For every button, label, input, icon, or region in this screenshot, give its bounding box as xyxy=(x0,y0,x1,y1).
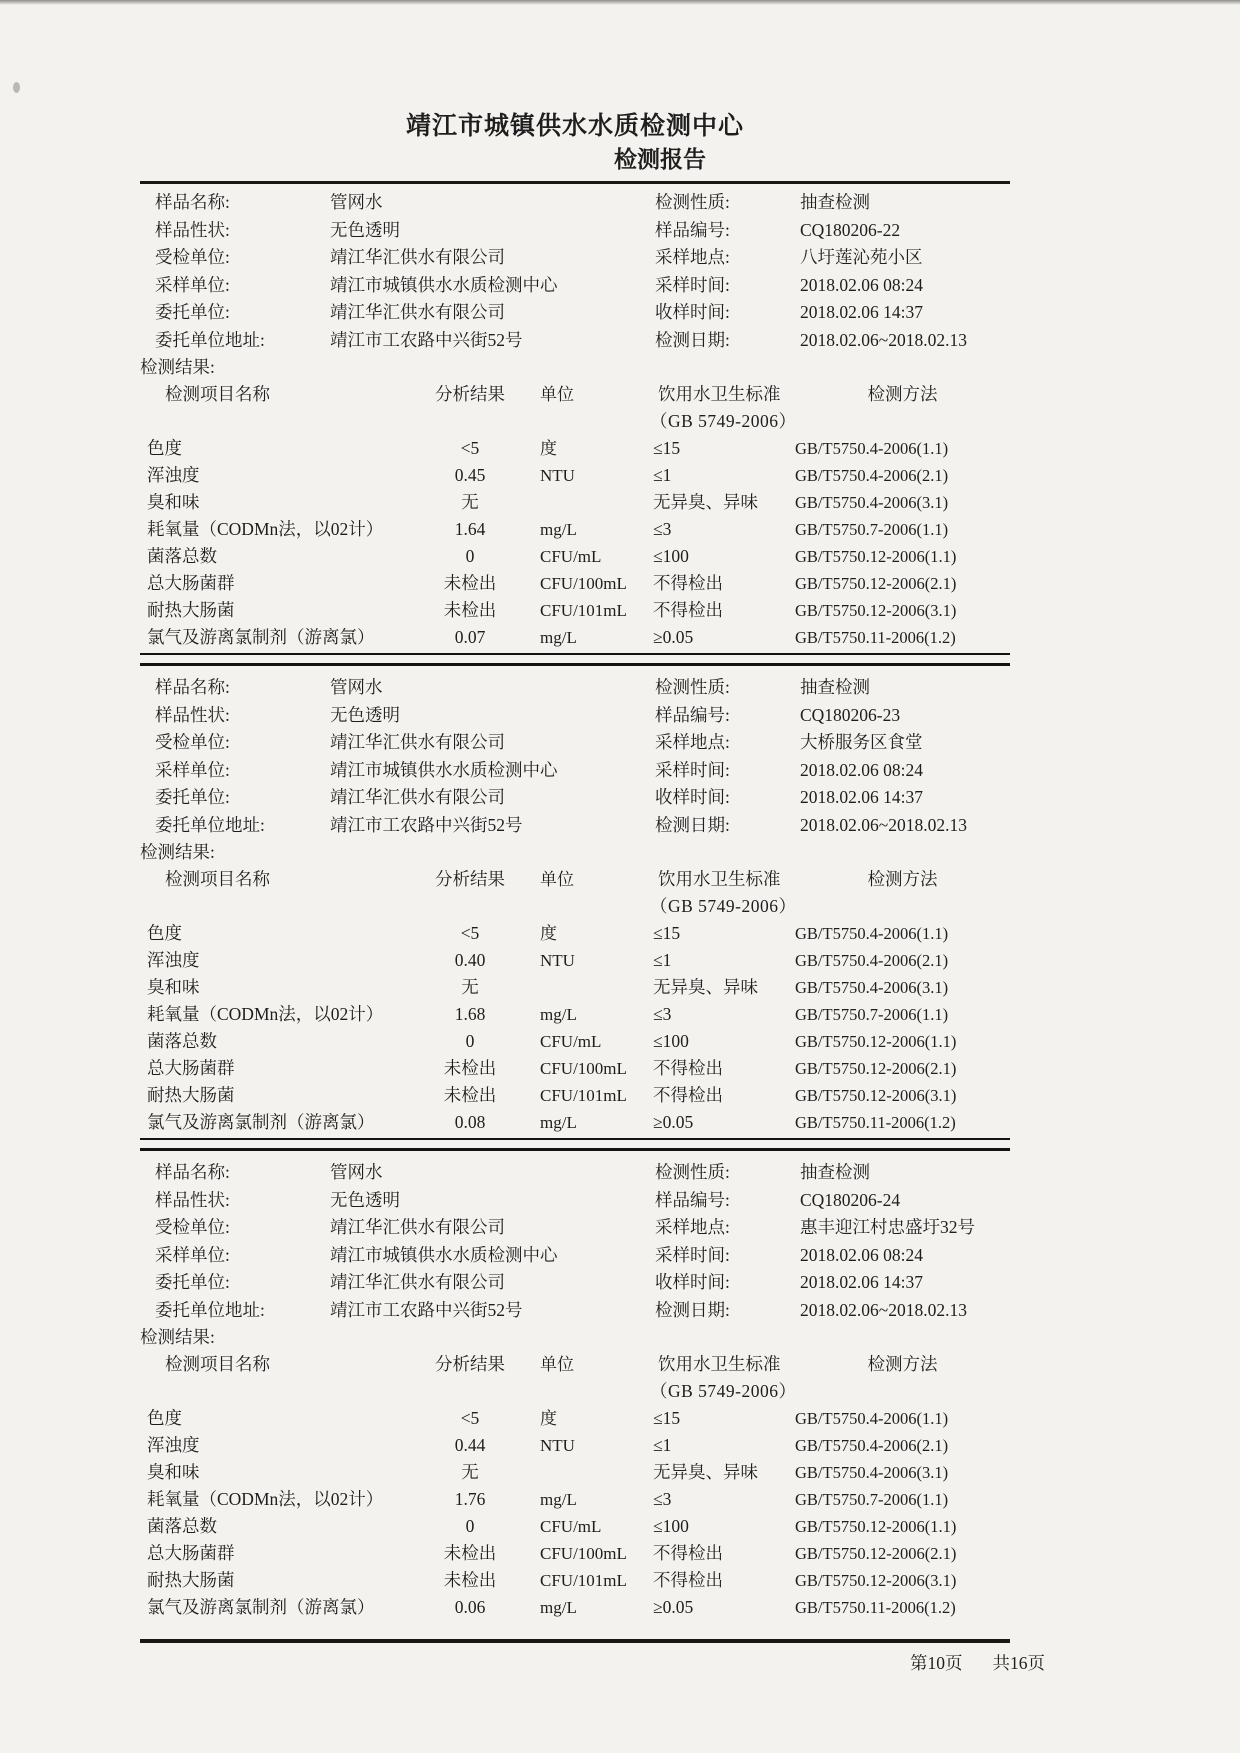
cell-method: GB/T5750.12-2006(3.1) xyxy=(795,1086,957,1105)
cell-unit: CFU/mL xyxy=(540,547,602,566)
center-name-title: 靖江市城镇供水水质检测中心 xyxy=(405,113,744,140)
test-nature-label: 检测性质: xyxy=(655,192,730,212)
table-row xyxy=(140,920,1010,947)
sample-no-value: CQ180206-23 xyxy=(800,704,901,725)
test-nature-label: 检测性质: xyxy=(655,677,730,697)
cell-method: GB/T5750.12-2006(1.1) xyxy=(795,1517,957,1536)
col-result-header: 分析结果 xyxy=(435,1354,505,1374)
sampling-unit-value: 靖江市城镇供水水质检测中心 xyxy=(330,274,558,295)
info-row xyxy=(140,217,1010,245)
cell-standard: ≥0.05 xyxy=(653,627,694,647)
cell-result: 0.45 xyxy=(454,465,486,485)
table-row xyxy=(140,435,1010,462)
sampling-time-label: 采样时间: xyxy=(655,759,730,780)
cell-method: GB/T5750.4-2006(3.1) xyxy=(795,978,949,997)
scan-artifact-top-edge xyxy=(0,0,1240,5)
client-address-value: 靖江市工农路中兴街52号 xyxy=(330,329,523,350)
cell-standard: ≤1 xyxy=(653,465,672,485)
cell-item: 氯气及游离氯制剂（游离氯） xyxy=(147,1597,375,1617)
cell-result: 0.40 xyxy=(454,950,486,970)
receive-time-value: 2018.02.06 14:37 xyxy=(800,787,923,807)
col-result-header: 分析结果 xyxy=(435,869,505,889)
spacer xyxy=(515,893,645,920)
spacer xyxy=(515,408,645,435)
cell-result: 未检出 xyxy=(443,1543,497,1563)
inspected-unit-value: 靖江华汇供水有限公司 xyxy=(330,1217,505,1237)
sample-info xyxy=(140,1159,1010,1324)
cell-result: 1.76 xyxy=(454,1489,486,1509)
cell-unit: mg/L xyxy=(540,1490,577,1509)
sample-info xyxy=(140,674,1010,839)
report-content xyxy=(140,0,1045,1676)
sample-name-label: 样品名称: xyxy=(155,677,230,697)
col-standard-header: 饮用水卫生标准 xyxy=(658,869,781,889)
info-row xyxy=(140,757,1010,785)
cell-standard: ≤100 xyxy=(653,1516,689,1536)
sampling-site-label: 采样地点: xyxy=(655,732,730,752)
cell-item: 耐热大肠菌 xyxy=(147,600,235,620)
sample-name-label: 样品名称: xyxy=(155,1162,230,1182)
receive-time-value: 2018.02.06 14:37 xyxy=(800,1272,923,1292)
cell-standard: ≤100 xyxy=(653,546,689,566)
inspected-unit-label: 受检单位: xyxy=(155,247,230,267)
info-row xyxy=(140,299,1010,327)
table-row xyxy=(140,516,1010,543)
page-footer xyxy=(140,1650,1045,1676)
cell-item: 耗氧量（CODMn法，以02计） xyxy=(147,1004,384,1024)
divider-gap xyxy=(140,1140,1010,1148)
sample-character-label: 样品性状: xyxy=(155,704,230,725)
receive-time-label: 收样时间: xyxy=(655,302,730,322)
divider-gap xyxy=(140,655,1010,663)
col-method-header: 检测方法 xyxy=(867,869,938,889)
title-rule xyxy=(140,181,1010,184)
cell-unit: mg/L xyxy=(540,1598,577,1617)
cell-unit: mg/L xyxy=(540,628,577,647)
cell-item: 浑浊度 xyxy=(147,1435,200,1455)
test-nature-value: 抽查检测 xyxy=(800,192,870,212)
receive-time-label: 收样时间: xyxy=(655,1272,730,1292)
inspected-unit-label: 受检单位: xyxy=(155,1217,230,1237)
sampling-unit-label: 采样单位: xyxy=(155,759,230,780)
cell-unit: 度 xyxy=(540,924,557,943)
sampling-time-value: 2018.02.06 08:24 xyxy=(800,1244,923,1265)
table-row xyxy=(140,1001,1010,1028)
cell-standard: 不得检出 xyxy=(653,573,723,593)
cell-item: 总大肠菌群 xyxy=(147,1543,235,1563)
cell-item: 臭和味 xyxy=(147,492,200,512)
cell-result: 1.64 xyxy=(454,519,486,539)
cell-method: GB/T5750.11-2006(1.2) xyxy=(795,1113,956,1132)
section-divider xyxy=(140,1138,1010,1151)
cell-result: <5 xyxy=(460,438,480,458)
table-header-sub xyxy=(140,1378,1010,1405)
col-method-header: 检测方法 xyxy=(867,1354,938,1374)
cell-item: 耐热大肠菌 xyxy=(147,1085,235,1105)
table-header-sub xyxy=(140,408,1010,435)
sampling-unit-label: 采样单位: xyxy=(155,1244,230,1265)
sampling-time-value: 2018.02.06 08:24 xyxy=(800,759,923,780)
cell-method: GB/T5750.12-2006(2.1) xyxy=(795,1059,957,1078)
cell-result: 1.68 xyxy=(454,1004,486,1024)
cell-item: 色度 xyxy=(147,1408,182,1428)
spacer xyxy=(795,893,1010,920)
cell-unit: NTU xyxy=(540,466,575,485)
col-item-header: 检测项目名称 xyxy=(165,869,270,889)
cell-method: GB/T5750.7-2006(1.1) xyxy=(795,520,949,539)
cell-standard: 无异臭、异味 xyxy=(653,977,758,997)
sample-character-value: 无色透明 xyxy=(330,219,400,240)
info-row xyxy=(140,1242,1010,1270)
col-unit-header: 单位 xyxy=(540,1355,574,1374)
results-heading: 检测结果: xyxy=(140,842,215,862)
client-unit-value: 靖江华汇供水有限公司 xyxy=(330,787,505,807)
table-header xyxy=(140,1351,1010,1378)
table-row xyxy=(140,1567,1010,1594)
cell-standard: ≤100 xyxy=(653,1031,689,1051)
sample-no-label: 样品编号: xyxy=(655,219,730,240)
sample-no-value: CQ180206-24 xyxy=(800,1189,901,1210)
cell-unit: NTU xyxy=(540,951,575,970)
cell-method: GB/T5750.4-2006(1.1) xyxy=(795,1409,949,1428)
client-unit-label: 委托单位: xyxy=(155,302,230,322)
table-row xyxy=(140,1082,1010,1109)
info-row xyxy=(140,1297,1010,1325)
test-nature-value: 抽查检测 xyxy=(800,677,870,697)
sample-name-label: 样品名称: xyxy=(155,192,230,212)
cell-standard: 不得检出 xyxy=(653,1543,723,1563)
cell-unit: CFU/101mL xyxy=(540,601,627,620)
footer-rule xyxy=(140,1639,1010,1643)
spacer xyxy=(140,408,425,435)
sample-info xyxy=(140,189,1010,354)
results-heading: 检测结果: xyxy=(140,357,215,377)
table-row xyxy=(140,1594,1010,1621)
info-row xyxy=(140,702,1010,730)
sample-no-value: CQ180206-22 xyxy=(800,219,901,240)
cell-method: GB/T5750.7-2006(1.1) xyxy=(795,1005,949,1024)
test-date-value: 2018.02.06~2018.02.13 xyxy=(800,1299,967,1320)
cell-unit: CFU/100mL xyxy=(540,1059,627,1078)
cell-result: 无 xyxy=(461,977,479,997)
table-row xyxy=(140,543,1010,570)
cell-result: 0.07 xyxy=(454,627,486,647)
cell-standard: ≤3 xyxy=(653,1004,672,1024)
cell-standard: 无异臭、异味 xyxy=(653,1462,758,1482)
cell-item: 耐热大肠菌 xyxy=(147,1570,235,1590)
sample-character-label: 样品性状: xyxy=(155,219,230,240)
info-row xyxy=(140,784,1010,812)
table-row xyxy=(140,624,1010,651)
divider-line xyxy=(140,1148,1010,1151)
spacer xyxy=(795,408,1010,435)
client-unit-label: 委托单位: xyxy=(155,1272,230,1292)
cell-result: <5 xyxy=(460,923,480,943)
cell-method: GB/T5750.11-2006(1.2) xyxy=(795,628,956,647)
cell-method: GB/T5750.12-2006(1.1) xyxy=(795,547,957,566)
sample-character-value: 无色透明 xyxy=(330,1189,400,1210)
spacer xyxy=(140,893,425,920)
test-nature-label: 检测性质: xyxy=(655,1162,730,1182)
cell-method: GB/T5750.12-2006(2.1) xyxy=(795,574,957,593)
client-address-value: 靖江市工农路中兴街52号 xyxy=(330,814,523,835)
cell-item: 色度 xyxy=(147,923,182,943)
sample-name-value: 管网水 xyxy=(330,1162,383,1182)
test-date-label: 检测日期: xyxy=(655,329,730,350)
table-row xyxy=(140,1405,1010,1432)
cell-standard: 不得检出 xyxy=(653,1085,723,1105)
test-date-value: 2018.02.06~2018.02.13 xyxy=(800,329,967,350)
report-section xyxy=(140,674,1010,1136)
cell-method: GB/T5750.12-2006(3.1) xyxy=(795,601,957,620)
cell-item: 色度 xyxy=(147,438,182,458)
cell-standard: ≤3 xyxy=(653,519,672,539)
cell-result: <5 xyxy=(460,1408,480,1428)
table-row xyxy=(140,1028,1010,1055)
inspected-unit-label: 受检单位: xyxy=(155,732,230,752)
cell-result: 无 xyxy=(461,492,479,512)
info-row xyxy=(140,729,1010,757)
info-row xyxy=(140,272,1010,300)
col-unit-header: 单位 xyxy=(540,385,574,404)
cell-result: 未检出 xyxy=(443,573,497,593)
sample-character-label: 样品性状: xyxy=(155,1189,230,1210)
cell-result: 未检出 xyxy=(443,600,497,620)
cell-item: 臭和味 xyxy=(147,977,200,997)
col-standard-header: 饮用水卫生标准 xyxy=(658,1354,781,1374)
info-row xyxy=(140,674,1010,702)
info-row xyxy=(140,244,1010,272)
cell-standard: ≤15 xyxy=(653,438,681,458)
cell-unit: NTU xyxy=(540,1436,575,1455)
receive-time-value: 2018.02.06 14:37 xyxy=(800,302,923,322)
cell-standard: ≥0.05 xyxy=(653,1112,694,1132)
table-row xyxy=(140,1459,1010,1486)
inspected-unit-value: 靖江华汇供水有限公司 xyxy=(330,732,505,752)
scan-artifact-speck xyxy=(13,82,20,93)
sampling-unit-label: 采样单位: xyxy=(155,274,230,295)
cell-item: 氯气及游离氯制剂（游离氯） xyxy=(147,1112,375,1132)
table-header xyxy=(140,381,1010,408)
client-address-label: 委托单位地址: xyxy=(155,814,265,835)
cell-item: 耗氧量（CODMn法，以02计） xyxy=(147,1489,384,1509)
cell-item: 总大肠菌群 xyxy=(147,1058,235,1078)
test-date-label: 检测日期: xyxy=(655,1299,730,1320)
cell-method: GB/T5750.4-2006(1.1) xyxy=(795,439,949,458)
cell-method: GB/T5750.4-2006(1.1) xyxy=(795,924,949,943)
test-date-value: 2018.02.06~2018.02.13 xyxy=(800,814,967,835)
sampling-site-value: 大桥服务区食堂 xyxy=(800,732,923,752)
cell-method: GB/T5750.7-2006(1.1) xyxy=(795,1490,949,1509)
spacer xyxy=(515,1378,645,1405)
table-row xyxy=(140,570,1010,597)
cell-unit: CFU/100mL xyxy=(540,1544,627,1563)
cell-result: 未检出 xyxy=(443,1085,497,1105)
col-item-header: 检测项目名称 xyxy=(165,384,270,404)
sample-no-label: 样品编号: xyxy=(655,1189,730,1210)
cell-unit: mg/L xyxy=(540,1113,577,1132)
col-result-header: 分析结果 xyxy=(435,384,505,404)
spacer xyxy=(140,1378,425,1405)
cell-item: 菌落总数 xyxy=(147,546,217,566)
cell-item: 臭和味 xyxy=(147,1462,200,1482)
cell-unit: CFU/mL xyxy=(540,1517,602,1536)
info-row xyxy=(140,812,1010,840)
sampling-time-value: 2018.02.06 08:24 xyxy=(800,274,923,295)
cell-result: 0 xyxy=(465,1031,475,1051)
table-row xyxy=(140,462,1010,489)
cell-unit: CFU/101mL xyxy=(540,1571,627,1590)
cell-result: 未检出 xyxy=(443,1570,497,1590)
spacer xyxy=(425,1378,515,1405)
report-section xyxy=(140,1159,1010,1621)
cell-result: 未检出 xyxy=(443,1058,497,1078)
col-standard-sub: （GB 5749-2006） xyxy=(650,896,797,916)
results-heading: 检测结果: xyxy=(140,1327,215,1347)
info-row xyxy=(140,189,1010,217)
cell-item: 总大肠菌群 xyxy=(147,573,235,593)
cell-method: GB/T5750.12-2006(2.1) xyxy=(795,1544,957,1563)
cell-unit: 度 xyxy=(540,439,557,458)
sampling-time-label: 采样时间: xyxy=(655,1244,730,1265)
cell-method: GB/T5750.4-2006(3.1) xyxy=(795,1463,949,1482)
cell-method: GB/T5750.12-2006(1.1) xyxy=(795,1032,957,1051)
cell-standard: ≤3 xyxy=(653,1489,672,1509)
client-address-label: 委托单位地址: xyxy=(155,329,265,350)
page-total: 共16页 xyxy=(992,1653,1045,1673)
table-row xyxy=(140,1109,1010,1136)
sample-no-label: 样品编号: xyxy=(655,704,730,725)
sample-name-value: 管网水 xyxy=(330,677,383,697)
col-standard-header: 饮用水卫生标准 xyxy=(658,384,781,404)
cell-result: 0 xyxy=(465,546,475,566)
sampling-site-value: 八圩莲沁苑小区 xyxy=(800,247,923,267)
cell-method: GB/T5750.11-2006(1.2) xyxy=(795,1598,956,1617)
sampling-site-value: 惠丰迎江村忠盛圩32号 xyxy=(800,1217,975,1237)
table-row xyxy=(140,1540,1010,1567)
sample-name-value: 管网水 xyxy=(330,192,383,212)
client-unit-label: 委托单位: xyxy=(155,787,230,807)
spacer xyxy=(425,893,515,920)
page-number: 第10页 xyxy=(910,1653,963,1673)
sampling-site-label: 采样地点: xyxy=(655,247,730,267)
table-header-sub xyxy=(140,893,1010,920)
cell-unit: 度 xyxy=(540,1409,557,1428)
client-unit-value: 靖江华汇供水有限公司 xyxy=(330,1272,505,1292)
table-row xyxy=(140,1432,1010,1459)
cell-result: 0.44 xyxy=(454,1435,486,1455)
cell-standard: ≤1 xyxy=(653,1435,672,1455)
table-header xyxy=(140,866,1010,893)
receive-time-label: 收样时间: xyxy=(655,787,730,807)
cell-standard: 不得检出 xyxy=(653,1058,723,1078)
info-row xyxy=(140,1269,1010,1297)
cell-method: GB/T5750.4-2006(2.1) xyxy=(795,951,949,970)
table-row xyxy=(140,1513,1010,1540)
cell-result: 0.06 xyxy=(454,1597,486,1617)
cell-standard: 不得检出 xyxy=(653,600,723,620)
sampling-unit-value: 靖江市城镇供水水质检测中心 xyxy=(330,1244,558,1265)
col-method-header: 检测方法 xyxy=(867,384,938,404)
sampling-time-label: 采样时间: xyxy=(655,274,730,295)
spacer xyxy=(425,408,515,435)
table-row xyxy=(140,947,1010,974)
info-row xyxy=(140,327,1010,355)
sample-character-value: 无色透明 xyxy=(330,704,400,725)
table-row xyxy=(140,597,1010,624)
cell-item: 浑浊度 xyxy=(147,950,200,970)
col-standard-sub: （GB 5749-2006） xyxy=(650,411,797,431)
cell-result: 0.08 xyxy=(454,1112,486,1132)
cell-standard: 不得检出 xyxy=(653,1570,723,1590)
table-row xyxy=(140,1486,1010,1513)
test-date-label: 检测日期: xyxy=(655,814,730,835)
info-row xyxy=(140,1214,1010,1242)
cell-result: 无 xyxy=(461,1462,479,1482)
cell-item: 氯气及游离氯制剂（游离氯） xyxy=(147,627,375,647)
spacer xyxy=(795,1378,1010,1405)
cell-item: 菌落总数 xyxy=(147,1031,217,1051)
section-divider xyxy=(140,653,1010,666)
table-row xyxy=(140,1055,1010,1082)
cell-standard: ≤15 xyxy=(653,923,681,943)
cell-standard: ≤15 xyxy=(653,1408,681,1428)
client-address-label: 委托单位地址: xyxy=(155,1299,265,1320)
report-title: 检测报告 xyxy=(614,147,706,172)
inspected-unit-value: 靖江华汇供水有限公司 xyxy=(330,247,505,267)
client-address-value: 靖江市工农路中兴街52号 xyxy=(330,1299,523,1320)
test-nature-value: 抽查检测 xyxy=(800,1162,870,1182)
cell-method: GB/T5750.4-2006(2.1) xyxy=(795,466,949,485)
info-row xyxy=(140,1159,1010,1187)
sampling-site-label: 采样地点: xyxy=(655,1217,730,1237)
cell-item: 耗氧量（CODMn法，以02计） xyxy=(147,519,384,539)
cell-unit xyxy=(515,489,645,516)
cell-unit: mg/L xyxy=(540,1005,577,1024)
cell-standard: 无异臭、异味 xyxy=(653,492,758,512)
cell-method: GB/T5750.4-2006(2.1) xyxy=(795,1436,949,1455)
sampling-unit-value: 靖江市城镇供水水质检测中心 xyxy=(330,759,558,780)
cell-unit xyxy=(515,1459,645,1486)
col-standard-sub: （GB 5749-2006） xyxy=(650,1381,797,1401)
table-row xyxy=(140,974,1010,1001)
cell-standard: ≥0.05 xyxy=(653,1597,694,1617)
cell-item: 浑浊度 xyxy=(147,465,200,485)
table-row xyxy=(140,489,1010,516)
info-row xyxy=(140,1187,1010,1215)
report-header xyxy=(140,0,1010,175)
cell-unit: CFU/100mL xyxy=(540,574,627,593)
col-unit-header: 单位 xyxy=(540,870,574,889)
cell-method: GB/T5750.4-2006(3.1) xyxy=(795,493,949,512)
cell-unit: CFU/mL xyxy=(540,1032,602,1051)
cell-method: GB/T5750.12-2006(3.1) xyxy=(795,1571,957,1590)
cell-unit: mg/L xyxy=(540,520,577,539)
cell-result: 0 xyxy=(465,1516,475,1536)
col-item-header: 检测项目名称 xyxy=(165,1354,270,1374)
client-unit-value: 靖江华汇供水有限公司 xyxy=(330,302,505,322)
report-section xyxy=(140,189,1010,651)
cell-unit: CFU/101mL xyxy=(540,1086,627,1105)
divider-line xyxy=(140,663,1010,666)
cell-standard: ≤1 xyxy=(653,950,672,970)
cell-item: 菌落总数 xyxy=(147,1516,217,1536)
cell-unit xyxy=(515,974,645,1001)
